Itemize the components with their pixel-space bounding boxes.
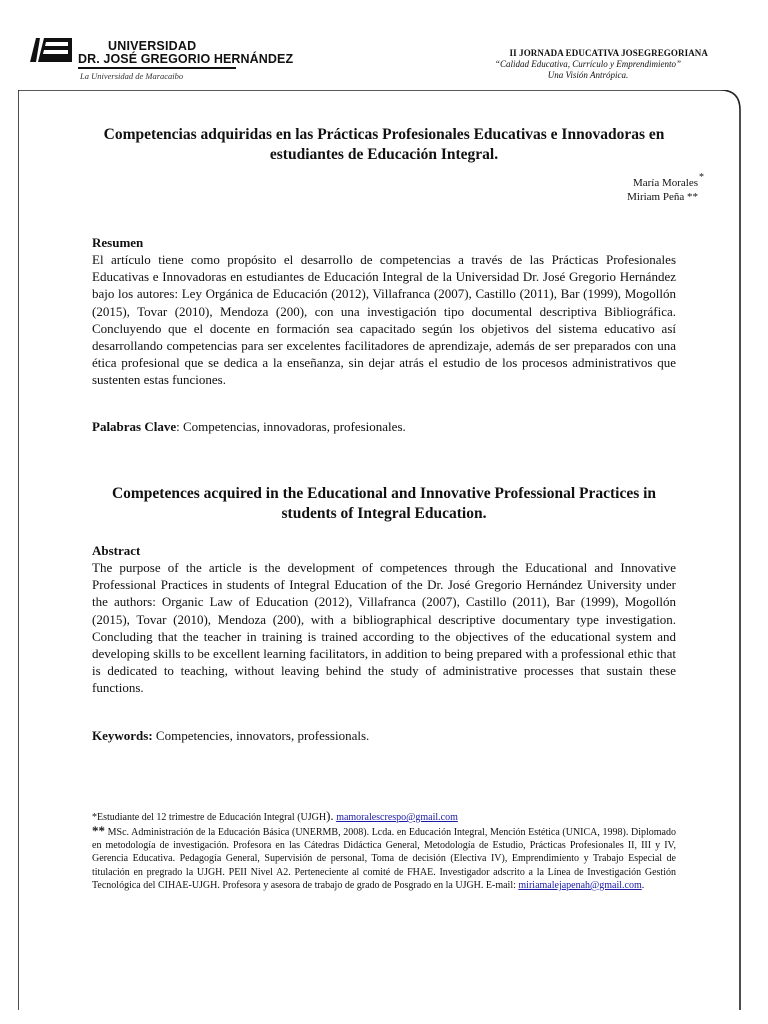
keywords [92, 728, 369, 744]
title-english: Competences acquired in the Educational and Innovative Professional Practices in students of Integral Education. [111, 485, 657, 522]
footnote-2-text: MSc. Administración de la Educación Básica (UNERMB, 2008). Lcda. en Educación Integral, Mención Estética (UNICA, 1998). Diplomado en metodología de investigación. Profesora en las Cátedras Didáctica General, Metodología de Estudio, Prácticas Profesionales II, III y IV, Gerencia Educativa. Pedagogía General, Supervisión de personal, Toma de decisión (Electiva IV), Emprendimiento y Trabajo Especial de titulación en pregrado la UJGH. PEII Nivel A2. Perteneciente al comité de FHAE. Investigador adscrito a la Línea de Investigación Gestión Tecnológica del CIHAE-UJGH. Profesora y asesora de trabajo de grado de Posgrado en la UJGH. E-mail: [92, 827, 676, 891]
keywords-values: Competencies, innovators, professionals. [152, 728, 370, 743]
abstract-heading: Abstract [92, 543, 141, 558]
footnote-2 [92, 824, 676, 892]
university-name-line1: UNIVERSIDAD [108, 39, 197, 53]
university-tagline: La Universidad de Maracaibo [80, 71, 184, 81]
university-logo-icon [28, 34, 74, 64]
footnote-2-mark: ** [92, 823, 105, 838]
palabras-clave-values: : Competencias, innovadoras, profesionales. [176, 419, 406, 434]
logo-divider [78, 67, 236, 69]
footnote-1-text: *Estudiante del 12 trimestre de Educación Integral (UJGH [92, 812, 327, 823]
footnote-2-end: . [641, 879, 645, 891]
authors-block [627, 172, 704, 204]
abstract-paragraph: The purpose of the article is the development of competences through the Educational and Innovative Professional Practices in students of Integral Education of the Dr. José Gregorio Hernández University under the authors: Organic Law of Education (2012), Villafranca (2007), Castillo (2011), Bar (1999), Mogollón (2015), Tovar (2010), Mendoza (200), with a bibliographical descriptive documentary type investigation. Concluding that the teacher in training is trained according to the objectives of the educational system and developing skills to be excellent learning facilitators, in addition to being prepared with a professional ethic that is dedicated to teaching, without leaving behind the study of administrative processes that sustain these functions. [92, 560, 676, 696]
email-link-pena[interactable]: miriamalejapenah@gmail.com [518, 879, 642, 891]
resumen-heading: Resumen [92, 235, 144, 250]
event-title: II JORNADA EDUCATIVA JOSEGREGORIANA [509, 48, 708, 58]
author-miriam-pena: Miriam Peña ** [627, 191, 698, 203]
title-spanish: Competencias adquiridas en las Prácticas Profesionales Educativas e Innovadoras en estudiantes de Educación Integral. [103, 126, 665, 163]
author-maria-morales: María Morales [632, 177, 698, 189]
event-header [408, 48, 708, 81]
event-slogan: “Calidad Educativa, Currículo y Emprendimiento” [495, 59, 681, 69]
event-vision: Una Visión Antrópica. [547, 70, 629, 80]
university-name-line2: DR. JOSÉ GREGORIO HERNÁNDEZ [78, 52, 294, 66]
footnote-1 [92, 808, 458, 824]
keywords-label: Keywords: [92, 728, 153, 743]
resumen-paragraph: El artículo tiene como propósito el desarrollo de competencias a través de las Prácticas Profesionales Educativas e Innovadoras en estudiantes de Educación Integral de la Universidad Dr. José Gregorio Hernández bajo los autores: Ley Orgánica de Educación (2012), Villafranca (2007), Castillo (2011), Bar (1999), Mogollón (2015), Tovar (2010), Mendoza (200), con una investigación tipo documental descriptiva Bibliográfica. Concluyendo que el docente en formación sea capacitado según los objetivos del sistema educativo así desarrollando competencias para ser excelentes facilitadores de aprendizaje, además de ser preparados con una ética profesional que se dedica a la enseñanza, sin dejar atrás el estudio de los procesos administrativos que sustenten estas funciones. [92, 252, 676, 388]
palabras-clave [92, 419, 406, 435]
footnote-1-close: ). [326, 808, 334, 823]
email-link-morales[interactable]: mamoralescrespo@gmail.com [336, 812, 458, 823]
palabras-clave-label: Palabras Clave [92, 419, 177, 434]
author1-footnote-mark: * [699, 172, 704, 183]
